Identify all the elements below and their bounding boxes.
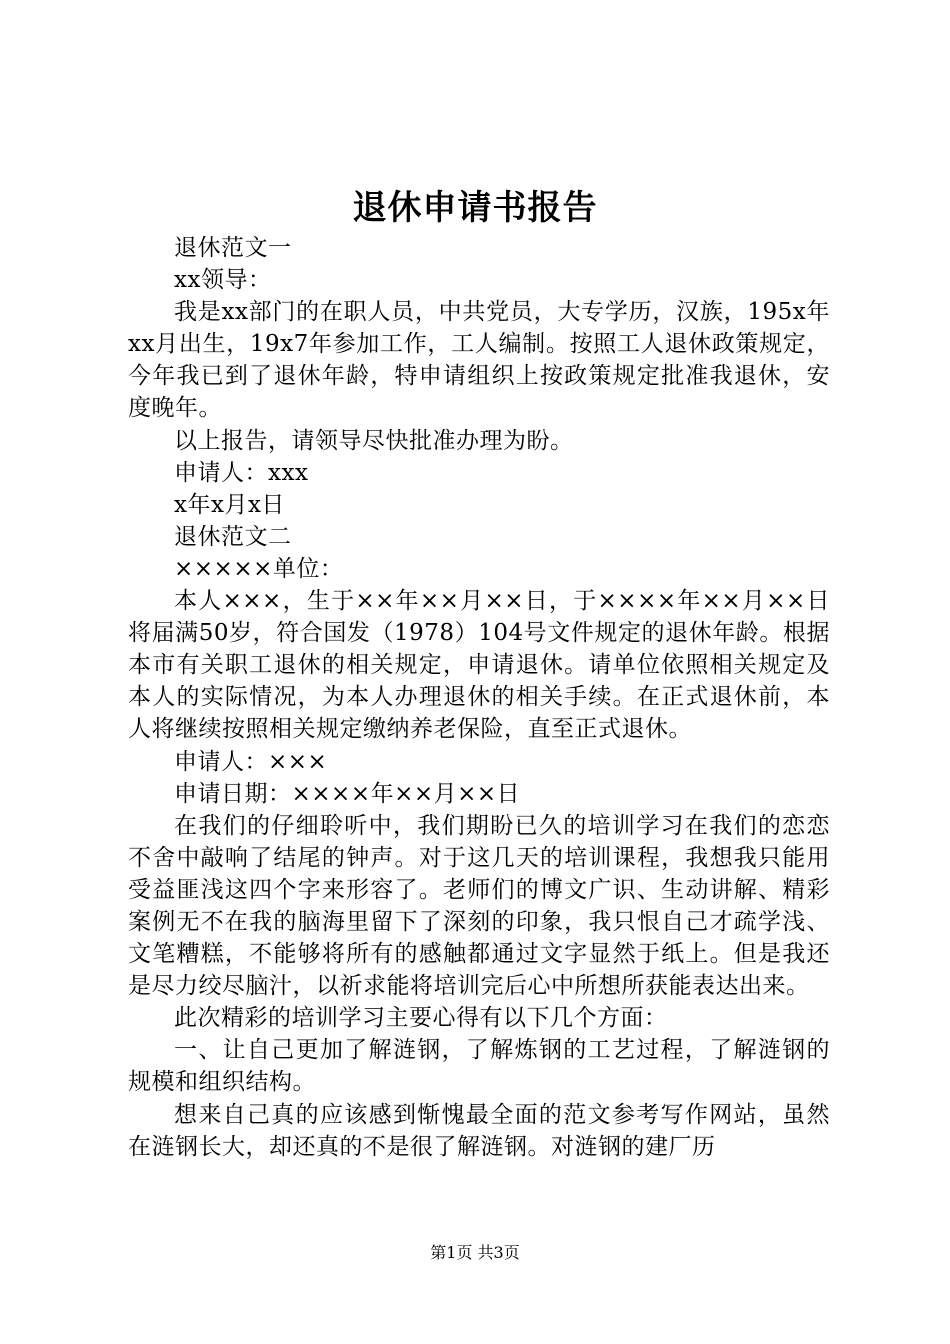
paragraph: 在我们的仔细聆听中，我们期盼已久的培训学习在我们的恋恋不舍中敲响了结尾的钟声。对于这几天的培训课程，我想我只能用受益匪浅这四个字来形容了。老师们的博文广识、生动讲解、精彩案例无不在我的脑海里留下了深刻的印象，我只恨自己才疏学浅、文笔糟糕，不能够将所有的感触都通过文字显然于纸上。但是我还是尽力绞尽脑汁，以祈求能将培训完后心中所想所获能表达出来。 [128, 812, 830, 1000]
paragraph: xx领导： [174, 267, 272, 294]
document-body [128, 232, 830, 1163]
paragraph: 退休范文二 [174, 523, 292, 550]
document-title: 退休申请书报告 [352, 188, 598, 228]
paragraph: ×××××单位： [174, 555, 344, 582]
paragraph: 退休范文一 [174, 235, 292, 261]
paragraph: 本人×××，生于××年××月××日，于××××年××月××日将届满50岁，符合国发（1978）104号文件规定的退休年龄。根据本市有关职工退休的相关规定，申请退休。请单位依照相关规定及本人的实际情况，为本人办理退休的相关手续。在正式退休前，本人将继续按照相关规定缴纳养老保险，直至正式退休。 [128, 588, 830, 743]
paragraph: 以上报告，请领导尽快批准办理为盼。 [174, 427, 574, 454]
paragraph: 申请人：××× [174, 748, 328, 775]
paragraph: 我是xx部门的在职人员，中共党员，大专学历，汉族，195x年xx月出生，19x7年参加工作，工人编制。按照工人退休政策规定，今年我已到了退休年龄，特申请组织上按政策规定批准我退休，安度晚年。 [128, 299, 830, 422]
paragraph: 此次精彩的培训学习主要心得有以下几个方面： [174, 1005, 668, 1032]
paragraph: 申请日期：××××年××月××日 [174, 780, 521, 807]
page-footer: 第1页 共3页 [430, 1243, 520, 1262]
paragraph: 想来自己真的应该感到惭愧最全面的范文参考写作网站，虽然在涟钢长大，却还真的不是很了解涟钢。对涟钢的建厂历 [128, 1101, 830, 1160]
paragraph: 申请人：xxx [174, 459, 309, 486]
paragraph: 一、让自己更加了解涟钢，了解炼钢的工艺过程，了解涟钢的规模和组织结构。 [128, 1037, 830, 1096]
paragraph: x年x月x日 [174, 491, 285, 518]
